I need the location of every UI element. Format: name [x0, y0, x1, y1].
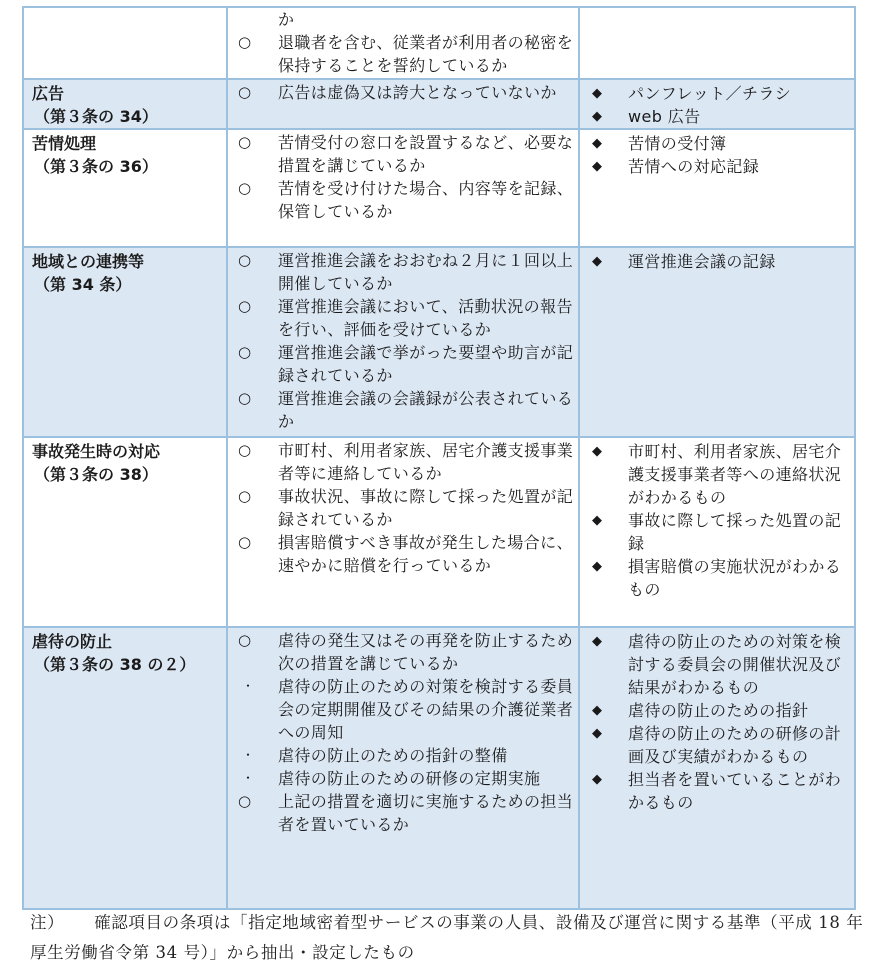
- check-item: [238, 790, 574, 836]
- check-items-cell: [227, 437, 579, 627]
- circle-mark-icon: ○: [238, 343, 252, 361]
- category-title: 虐待の防止: [32, 632, 113, 651]
- category-cell: [23, 437, 227, 627]
- check-item-text: 事故状況、事故に際して採った処置が記録されているか: [278, 487, 574, 529]
- inspection-checklist-table: [22, 6, 856, 910]
- check-item: [238, 249, 574, 295]
- circle-mark-icon: ○: [238, 179, 252, 197]
- document-item: [592, 722, 850, 768]
- table-row-continuation: [23, 7, 855, 79]
- document-item: [592, 250, 850, 273]
- check-item: [238, 31, 574, 77]
- category-cell: [23, 129, 227, 247]
- diamond-bullet-icon: ◆: [592, 634, 602, 649]
- document-text: 損害賠償の実施状況がわかるもの: [628, 557, 842, 599]
- check-items-cell: [227, 79, 579, 129]
- check-item: [238, 8, 574, 31]
- check-item: [238, 531, 574, 577]
- document-item: [592, 155, 850, 178]
- check-item-text: 虐待の発生又はその再発を防止するため次の措置を講じているか: [278, 631, 574, 673]
- category-article: （第３条の 38）: [34, 465, 158, 484]
- diamond-bullet-icon: ◆: [592, 159, 602, 174]
- check-item: [238, 177, 574, 223]
- check-item-text: 市町村、利用者家族、居宅介護支援事業者等に連絡しているか: [278, 441, 574, 483]
- category-cell: [23, 7, 227, 79]
- check-item-text: 損害賠償すべき事故が発生した場合に、速やかに賠償を行っているか: [278, 533, 573, 575]
- check-item: [238, 81, 574, 104]
- check-item-text: 虐待の防止のための対策を検討する委員会の定期開催及びその結果の介護従業者への周知: [278, 677, 574, 742]
- category-cell: [23, 247, 227, 437]
- document-text: 虐待の防止のための指針: [628, 701, 809, 720]
- documents-cell: [579, 129, 855, 247]
- document-item: [592, 440, 850, 509]
- check-items-cell: [227, 247, 579, 437]
- document-item: [592, 105, 850, 128]
- document-text: 事故に際して採った処置の記録: [628, 511, 842, 553]
- diamond-bullet-icon: ◆: [592, 703, 602, 718]
- category-title: 広告: [32, 84, 65, 103]
- documents-cell: [579, 627, 855, 909]
- document-text: 虐待の防止のための研修の計画及び実績がわかるもの: [628, 724, 842, 766]
- check-item-text: 虐待の防止のための研修の定期実施: [278, 769, 541, 788]
- documents-cell: [579, 79, 855, 129]
- category-title: 事故発生時の対応: [32, 442, 161, 461]
- document-text: web 広告: [628, 107, 701, 126]
- circle-mark-icon: ○: [238, 251, 252, 269]
- documents-cell: [579, 437, 855, 627]
- check-item: [238, 341, 574, 387]
- diamond-bullet-icon: ◆: [592, 86, 602, 101]
- circle-mark-icon: ○: [238, 389, 252, 407]
- diamond-bullet-icon: ◆: [592, 254, 602, 269]
- circle-mark-icon: ○: [238, 533, 252, 551]
- document-text: 苦情の受付簿: [628, 134, 727, 153]
- category-cell: [23, 79, 227, 129]
- table-row-community-cooperation: [23, 247, 855, 437]
- footnote-label: 注）: [30, 913, 65, 932]
- documents-cell: [579, 247, 855, 437]
- check-item-text: 運営推進会議で挙がった要望や助言が記録されているか: [278, 343, 574, 385]
- check-items-cell: [227, 7, 579, 79]
- category-article: （第 34 条）: [34, 275, 132, 294]
- table-row-accident-response: [23, 437, 855, 627]
- check-item: [238, 131, 574, 177]
- check-item-text: 運営推進会議の会議録が公表されているか: [278, 389, 574, 431]
- document-item: [592, 630, 850, 699]
- check-item-text: か: [278, 10, 295, 29]
- circle-mark-icon: ○: [238, 33, 252, 51]
- circle-mark-icon: ○: [238, 297, 252, 315]
- category-article: （第３条の 34）: [34, 107, 158, 126]
- diamond-bullet-icon: ◆: [592, 772, 602, 787]
- check-subitem: [238, 744, 574, 767]
- document-item: [592, 82, 850, 105]
- check-item: [238, 295, 574, 341]
- diamond-bullet-icon: ◆: [592, 136, 602, 151]
- middle-dot-icon: ・: [242, 748, 255, 762]
- check-item-text: 運営推進会議をおおむね２月に１回以上開催しているか: [278, 251, 574, 293]
- documents-cell: [579, 7, 855, 79]
- diamond-bullet-icon: ◆: [592, 513, 602, 528]
- table-row-advertising: [23, 79, 855, 129]
- document-text: 担当者を置いていることがわかるもの: [628, 770, 842, 812]
- diamond-bullet-icon: ◆: [592, 109, 602, 124]
- check-item: [238, 439, 574, 485]
- check-item-text: 広告は虚偽又は誇大となっていないか: [278, 83, 557, 102]
- document-text: 市町村、利用者家族、居宅介護支援事業者等への連絡状況がわかるもの: [628, 442, 842, 507]
- document-item: [592, 132, 850, 155]
- middle-dot-icon: ・: [242, 771, 255, 785]
- document-item: [592, 555, 850, 601]
- circle-mark-icon: ○: [238, 487, 252, 505]
- check-items-cell: [227, 129, 579, 247]
- circle-mark-icon: ○: [238, 83, 252, 101]
- circle-mark-icon: ○: [238, 133, 252, 151]
- diamond-bullet-icon: ◆: [592, 444, 602, 459]
- check-items-cell: [227, 627, 579, 909]
- diamond-bullet-icon: ◆: [592, 559, 602, 574]
- table-row-abuse-prevention: [23, 627, 855, 909]
- check-item-text: 苦情受付の窓口を設置するなど、必要な措置を講じているか: [278, 133, 574, 175]
- document-text: 運営推進会議の記録: [628, 252, 776, 271]
- document-item: [592, 699, 850, 722]
- category-article: （第３条の 38 の２）: [34, 655, 196, 674]
- table-row-complaints: [23, 129, 855, 247]
- circle-mark-icon: ○: [238, 792, 252, 810]
- check-item-text: 上記の措置を適切に実施するための担当者を置いているか: [278, 792, 574, 834]
- check-item-text: 苦情を受け付けた場合、内容等を記録、保管しているか: [278, 179, 574, 221]
- footnote-text: 確認項目の条項は「指定地域密着型サービスの事業の人員、設備及び運営に関する基準（平成 18 年厚生労働省令第 34 号）」から抽出・設定したもの: [30, 913, 864, 962]
- check-item-text: 運営推進会議において、活動状況の報告を行い、評価を受けているか: [278, 297, 573, 339]
- circle-mark-icon: ○: [238, 631, 252, 649]
- check-subitem: [238, 675, 574, 744]
- footnote: [30, 908, 870, 968]
- document-item: [592, 509, 850, 555]
- check-item-text: 虐待の防止のための指針の整備: [278, 746, 508, 765]
- check-item-text: 退職者を含む、従業者が利用者の秘密を保持することを誓約しているか: [278, 33, 574, 75]
- check-item: [238, 485, 574, 531]
- category-title: 地域との連携等: [32, 252, 145, 271]
- document-text: 苦情への対応記録: [628, 157, 760, 176]
- document-item: [592, 768, 850, 814]
- check-item: [238, 387, 574, 433]
- category-article: （第３条の 36）: [34, 157, 158, 176]
- diamond-bullet-icon: ◆: [592, 726, 602, 741]
- category-title: 苦情処理: [32, 134, 97, 153]
- circle-mark-icon: ○: [238, 441, 252, 459]
- document-text: パンフレット／チラシ: [628, 84, 792, 103]
- document-text: 虐待の防止のための対策を検討する委員会の開催状況及び結果がわかるもの: [628, 632, 842, 697]
- check-item: [238, 629, 574, 675]
- middle-dot-icon: ・: [242, 679, 255, 693]
- check-subitem: [238, 767, 574, 790]
- category-cell: [23, 627, 227, 909]
